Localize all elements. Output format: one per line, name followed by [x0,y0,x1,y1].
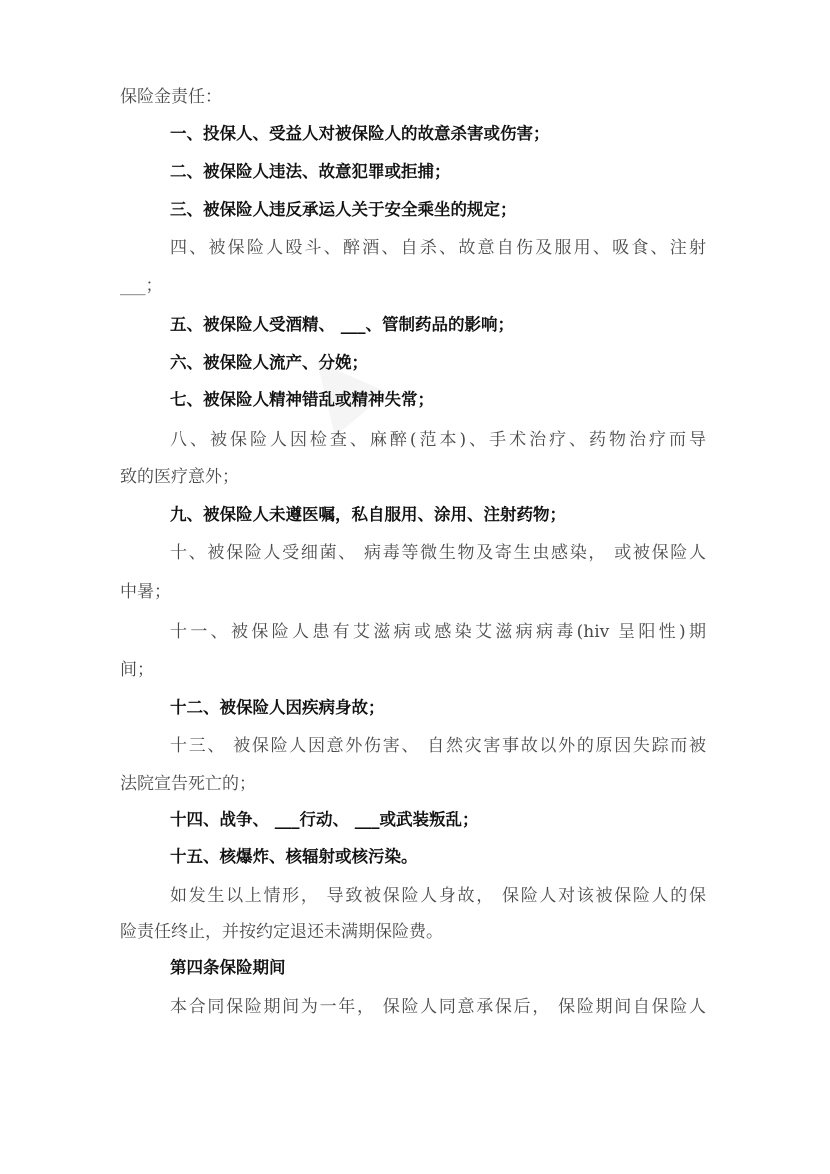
text-line: 中暑； [120,582,171,602]
text-line: 间； [120,660,154,680]
text-line: 六、被保险人流产、分娩； [170,353,368,372]
text-line: 三、被保险人违反承运人关于安全乘坐的规定； [170,200,517,219]
text-line: 法院宣告死亡的； [120,774,256,794]
text-line: 十一、被保险人患有艾滋病或感染艾滋病病毒(hiv 呈阳性)期 [170,622,706,642]
text-line: 十四、战争、 ___行动、 ___或武装叛乱； [170,810,479,829]
text-line: ___； [120,276,163,296]
text-line: 五、被保险人受酒精、 ___、管制药品的影响； [170,315,514,334]
text-line: 十三、 被保险人因意外伤害、 自然灾害事故以外的原因失踪而被 [170,736,706,756]
text-line: 一、投保人、受益人对被保险人的故意杀害或伤害； [170,124,550,143]
text-line: 如发生以上情形， 导致被保险人身故， 保险人对该被保险人的保 [170,886,706,906]
text-line: 险责任终止，并按约定退还未满期保险费。 [120,922,443,942]
text-line: 四、被保险人殴斗、醉酒、自杀、故意自伤及服用、吸食、注射 [170,238,706,258]
text-line: 十、被保险人受细菌、 病毒等微生物及寄生虫感染， 或被保险人 [170,543,706,563]
text-line: 十五、核爆炸、核辐射或核污染。 [170,847,418,866]
text-line: 九、被保险人未遵医嘱，私自服用、涂用、注射药物； [170,505,566,524]
text-line: 本合同保险期间为一年， 保险人同意承保后， 保险期间自保险人 [170,997,706,1017]
text-line: 第四条保险期间 [170,958,286,977]
text-line: 八、被保险人因检查、麻醉(范本)、手术治疗、药物治疗而导 [170,430,706,450]
text-line: 十二、被保险人因疾病身故； [170,698,385,717]
text-line: 保险金责任： [120,87,222,107]
watermark [274,320,395,445]
text-line: 致的医疗意外； [120,467,239,487]
text-line: 七、被保险人精神错乱或精神失常； [170,390,434,409]
text-line: 二、被保险人违法、故意犯罪或拒捕； [170,162,451,181]
